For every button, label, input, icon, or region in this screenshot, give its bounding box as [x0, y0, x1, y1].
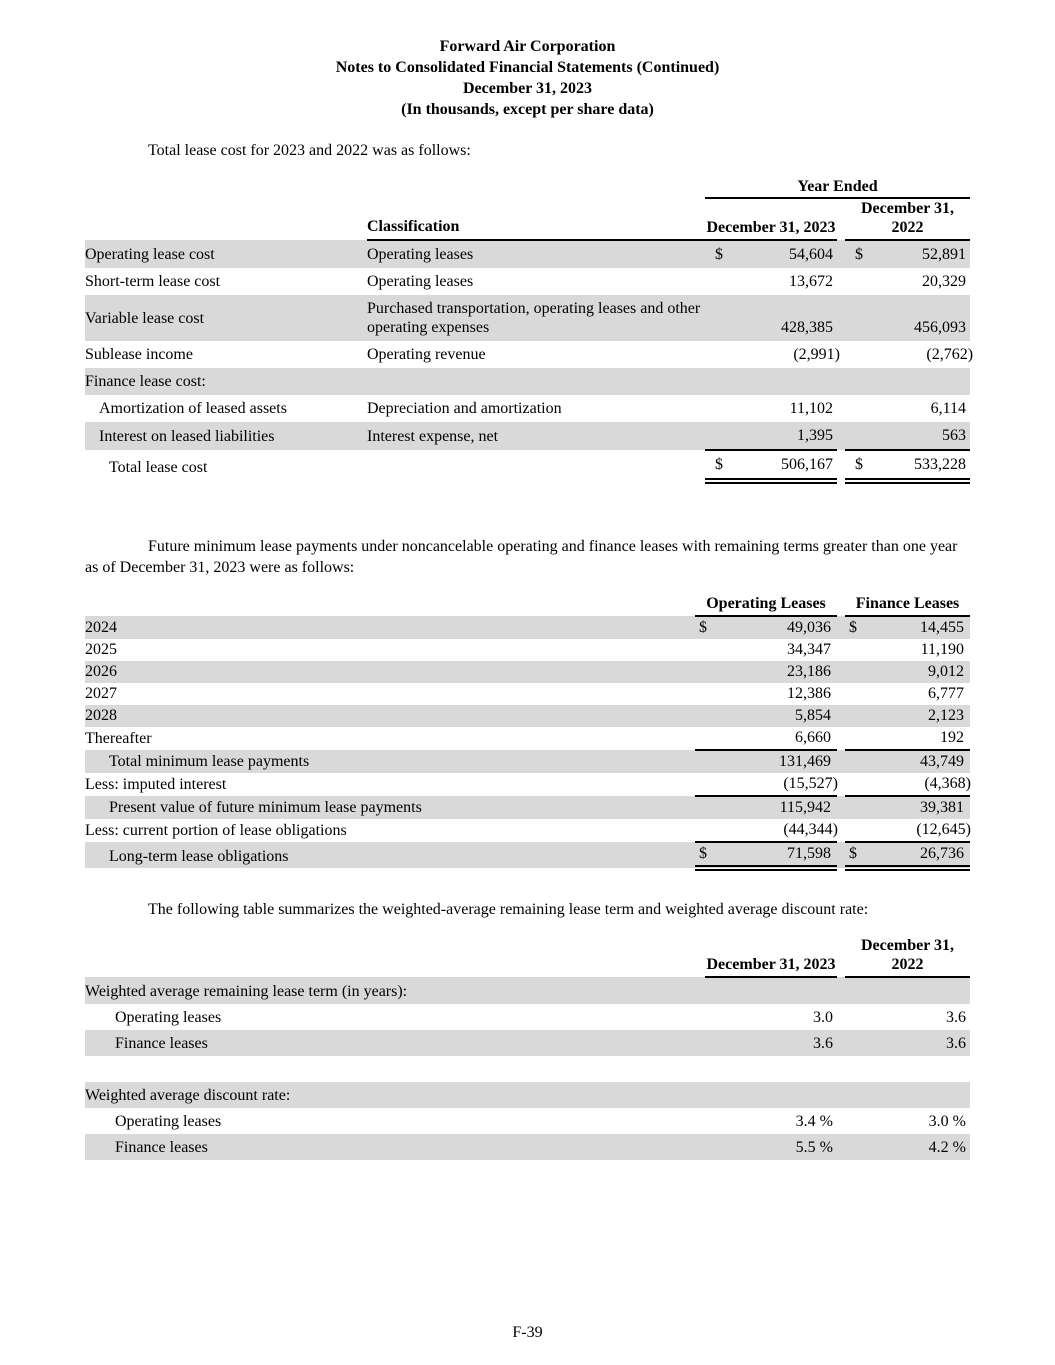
table-row	[85, 1030, 970, 1056]
cell-label: Finance leases	[115, 1139, 208, 1156]
document-title: Notes to Consolidated Financial Statements (Continued)	[335, 59, 720, 76]
cell-operating	[695, 661, 837, 683]
section-label: Weighted average remaining lease term (in years):	[85, 983, 408, 1000]
column-gap	[837, 1134, 845, 1160]
cell-finance	[845, 819, 970, 842]
table-row	[85, 683, 970, 705]
table-header-row	[85, 594, 970, 616]
cell-finance	[845, 705, 970, 727]
column-gap	[837, 395, 845, 422]
cell-value: 71,598	[787, 845, 831, 862]
cell-value: (2,991)	[793, 346, 840, 363]
cell-value: 192	[940, 729, 964, 746]
cell-classification: Operating revenue	[367, 346, 486, 363]
cell-value: 11,102	[789, 400, 833, 417]
table-row	[85, 422, 970, 450]
lease-cost-table	[85, 177, 974, 484]
table-row	[85, 616, 970, 639]
column-gap	[837, 683, 845, 705]
cell-classification: Operating leases	[367, 246, 474, 263]
cell-finance	[845, 639, 970, 661]
table-row	[85, 796, 970, 819]
weighted-averages-table	[85, 936, 970, 1160]
cell-value: 43,749	[920, 753, 964, 770]
column-gap	[837, 661, 845, 683]
cell-value: 506,167	[781, 456, 833, 473]
cell-label: Finance lease cost:	[85, 373, 206, 390]
table-row	[85, 1004, 970, 1030]
cell-classification	[367, 368, 705, 395]
cell-label: Finance leases	[115, 1035, 208, 1052]
table-row	[85, 750, 970, 773]
cell-finance	[845, 616, 970, 639]
cell-2023	[705, 1004, 837, 1030]
cell-value: 5,854	[795, 707, 831, 724]
column-gap	[837, 450, 845, 481]
cell-value: 23,186	[787, 663, 831, 680]
table-row	[85, 705, 970, 727]
cell-value: 3.6	[946, 1035, 966, 1052]
cell-operating	[695, 683, 837, 705]
cell-finance	[845, 750, 970, 773]
cell-value: 115,942	[779, 799, 831, 816]
document-header	[85, 36, 970, 120]
cell-classification: Operating leases	[367, 273, 474, 290]
cell-value: 5.5 %	[795, 1139, 833, 1156]
intro-weighted-averages: The following table summarizes the weighted-average remaining lease term and weighted average discount rate:	[148, 901, 869, 918]
cell-label: Operating lease cost	[85, 246, 215, 263]
cell-value: 14,455	[920, 619, 964, 636]
cell-label: 2025	[85, 641, 117, 658]
cell-2023	[705, 1108, 837, 1134]
dollar-sign: $	[699, 845, 707, 862]
cell-operating	[695, 639, 837, 661]
cell-value: (4,368)	[924, 775, 971, 792]
intro-lease-cost: Total lease cost for 2023 and 2022 was as follows:	[148, 142, 471, 159]
column-gap	[837, 705, 845, 727]
cell-value: 6,660	[795, 729, 831, 746]
table-header-row	[85, 198, 970, 240]
cell-operating	[695, 773, 837, 796]
table-row	[85, 295, 970, 341]
dec-31-2022-header: December 31, 2022	[845, 936, 970, 977]
finance-leases-header: Finance Leases	[845, 594, 970, 616]
units-note: (In thousands, except per share data)	[401, 101, 654, 118]
cell-2023	[705, 450, 837, 481]
table-row	[85, 1134, 970, 1160]
cell-value: 563	[942, 427, 967, 444]
cell-value: 49,036	[787, 619, 831, 636]
cell-value: 13,672	[789, 273, 833, 290]
column-gap	[837, 422, 845, 450]
cell-label: 2027	[85, 685, 117, 702]
cell-value: 12,386	[787, 685, 831, 702]
cell-value: 34,347	[787, 641, 831, 658]
cell-operating	[695, 796, 837, 819]
table-row	[85, 341, 970, 368]
cell-classification: Purchased transportation, operating leases and other operating expenses	[367, 300, 701, 336]
table-row	[85, 727, 970, 750]
cell-operating	[695, 727, 837, 750]
cell-2022	[845, 1004, 970, 1030]
cell-label: Variable lease cost	[85, 309, 205, 327]
cell-label: Short-term lease cost	[85, 273, 221, 290]
cell-2022	[845, 1030, 970, 1056]
empty-cell	[367, 177, 705, 198]
cell-2022	[845, 450, 970, 481]
cell-2022	[845, 240, 970, 268]
cell-value: 11,190	[920, 641, 964, 658]
cell-label: Long-term lease obligations	[109, 848, 289, 865]
cell-2023	[705, 395, 837, 422]
section-row	[85, 977, 970, 1004]
cell-finance	[845, 773, 970, 796]
minimum-payments-table	[85, 594, 970, 871]
column-gap	[837, 268, 845, 295]
section-row	[85, 1082, 970, 1108]
cell-label: Operating leases	[115, 1113, 222, 1130]
cell-2022	[845, 395, 970, 422]
column-gap	[837, 639, 845, 661]
intro-minimum-payments: Future minimum lease payments under noncancelable operating and finance leases with remaining terms greater than one year as of December 31, 2023 were as follows:	[85, 538, 958, 576]
table-row	[85, 819, 970, 842]
table-row	[85, 639, 970, 661]
cell-value: 2,123	[928, 707, 964, 724]
cell-value: 52,891	[922, 246, 967, 263]
cell-value: 3.0	[813, 1009, 833, 1026]
column-gap	[837, 842, 845, 868]
cell-value: 26,736	[920, 845, 964, 862]
cell-label: Sublease income	[85, 346, 193, 363]
cell-value: 1,395	[797, 427, 833, 444]
empty-cell	[85, 594, 695, 616]
operating-leases-header: Operating Leases	[695, 594, 837, 616]
dollar-sign: $	[849, 845, 857, 862]
cell-value: (44,344)	[783, 821, 838, 838]
cell-label: Operating leases	[115, 1009, 222, 1026]
column-gap	[837, 750, 845, 773]
cell-label: Total minimum lease payments	[109, 753, 310, 770]
empty-cell	[85, 177, 367, 198]
table-row	[85, 842, 970, 868]
cell-2022	[845, 1134, 970, 1160]
column-gap	[837, 796, 845, 819]
cell-value: 3.0 %	[928, 1113, 966, 1130]
cell-value: (12,645)	[916, 821, 971, 838]
column-gap	[837, 616, 845, 639]
cell-label: Thereafter	[85, 730, 152, 747]
dec-31-2023-header: December 31, 2023	[705, 936, 837, 977]
table-row	[85, 773, 970, 796]
cell-value: 428,385	[781, 319, 833, 336]
table-header-row	[85, 177, 970, 198]
spacer-row	[85, 1056, 970, 1082]
dollar-sign: $	[715, 246, 723, 263]
column-gap	[837, 773, 845, 796]
cell-finance	[845, 796, 970, 819]
cell-operating	[695, 750, 837, 773]
cell-2023	[705, 295, 837, 341]
cell-2023	[705, 422, 837, 450]
cell-finance	[845, 727, 970, 750]
dollar-sign: $	[715, 456, 723, 473]
company-name: Forward Air Corporation	[439, 38, 616, 55]
cell-2022	[845, 295, 970, 341]
cell-label: Amortization of leased assets	[99, 400, 287, 417]
cell-2022	[845, 422, 970, 450]
cell-value: 6,777	[928, 685, 964, 702]
column-gap	[837, 295, 845, 341]
cell-label: Less: current portion of lease obligations	[85, 822, 347, 839]
column-gap	[837, 819, 845, 842]
cell-value: 533,228	[914, 456, 967, 473]
page-number: F-39	[512, 1324, 543, 1341]
table-row	[85, 240, 970, 268]
table-row	[85, 395, 970, 422]
cell-label: Present value of future minimum lease payments	[109, 799, 422, 816]
cell-finance	[845, 683, 970, 705]
document-date: December 31, 2023	[463, 80, 592, 97]
table-row	[85, 268, 970, 295]
cell-classification: Depreciation and amortization	[367, 400, 562, 417]
column-gap	[837, 936, 845, 977]
cell-label: 2028	[85, 707, 117, 724]
cell-label: 2024	[85, 619, 117, 636]
dollar-sign: $	[855, 456, 863, 473]
column-gap	[837, 368, 845, 395]
cell-value: 3.4 %	[795, 1113, 833, 1130]
cell-2022	[845, 268, 970, 295]
section-label: Weighted average discount rate:	[85, 1087, 291, 1104]
cell-2023	[705, 240, 837, 268]
cell-2023	[705, 1030, 837, 1056]
table-row	[85, 368, 970, 395]
cell-finance	[845, 842, 970, 868]
column-gap	[837, 727, 845, 750]
dec-31-2023-header: December 31, 2023	[705, 198, 837, 240]
empty-cell	[85, 1056, 970, 1082]
classification-header: Classification	[367, 198, 705, 240]
table-row	[85, 1108, 970, 1134]
cell-value: 131,469	[779, 753, 831, 770]
cell-label: Interest on leased liabilities	[99, 428, 275, 445]
column-gap	[837, 240, 845, 268]
cell-value: 456,093	[914, 319, 967, 336]
cell-value: 3.6	[946, 1009, 966, 1026]
cell-2022	[845, 368, 970, 395]
cell-2023	[705, 368, 837, 395]
cell-2023	[705, 341, 840, 368]
empty-cell	[85, 936, 705, 977]
cell-value: (2,762)	[926, 346, 974, 363]
column-gap	[837, 1004, 845, 1030]
cell-operating	[695, 842, 837, 868]
cell-value: 9,012	[928, 663, 964, 680]
cell-operating	[695, 616, 837, 639]
table-header-row	[85, 936, 970, 977]
cell-value: 6,114	[930, 400, 967, 417]
cell-value: 20,329	[922, 273, 967, 290]
cell-classification: Interest expense, net	[367, 428, 499, 445]
cell-label: 2026	[85, 663, 117, 680]
cell-value: (15,527)	[783, 775, 838, 792]
cell-2022	[845, 1108, 970, 1134]
cell-label: Less: imputed interest	[85, 776, 227, 793]
cell-2023	[705, 1134, 837, 1160]
cell-2023	[705, 268, 837, 295]
table-row	[85, 661, 970, 683]
cell-value: 39,381	[920, 799, 964, 816]
column-gap	[837, 594, 845, 616]
cell-2022	[845, 341, 974, 368]
cell-operating	[695, 819, 837, 842]
year-ended-header: Year Ended	[705, 177, 970, 198]
dollar-sign: $	[849, 619, 857, 636]
column-gap	[837, 1030, 845, 1056]
cell-finance	[845, 661, 970, 683]
cell-value: 4.2 %	[928, 1139, 966, 1156]
cell-label: Total lease cost	[109, 459, 208, 476]
cell-value: 54,604	[789, 246, 833, 263]
dec-31-2022-header: December 31, 2022	[845, 198, 970, 240]
cell-value: 3.6	[813, 1035, 833, 1052]
dollar-sign: $	[855, 246, 863, 263]
cell-operating	[695, 705, 837, 727]
column-gap	[837, 1108, 845, 1134]
cell-classification	[367, 450, 705, 481]
dollar-sign: $	[699, 619, 707, 636]
table-row	[85, 450, 970, 481]
column-gap	[837, 198, 845, 240]
empty-cell	[85, 198, 367, 240]
